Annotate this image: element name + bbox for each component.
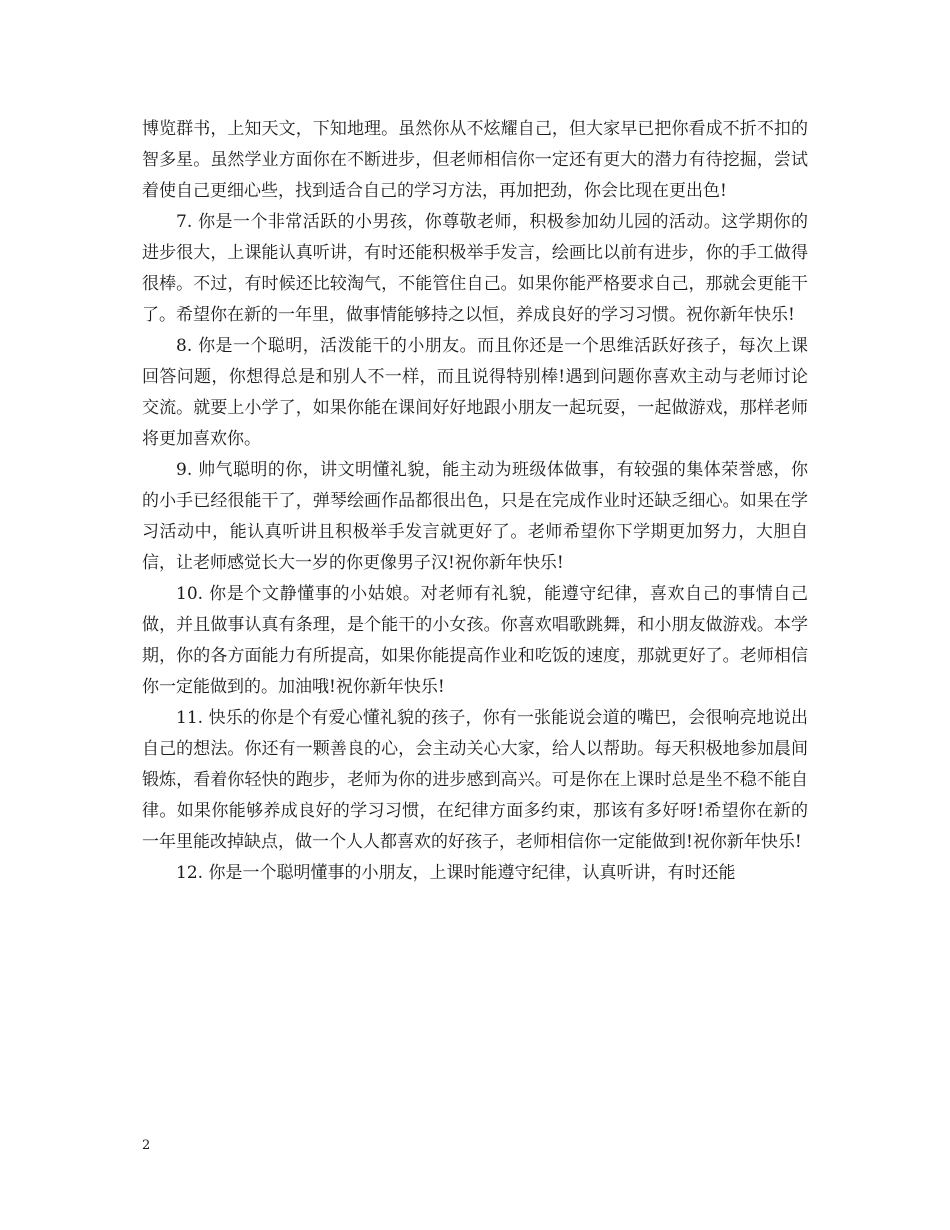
paragraph-item-8: 8. 你是一个聪明，活泼能干的小朋友。而且你还是一个思维活跃好孩子，每次上课回答问题，你想得总是和别人不一样，而且说得特别棒!遇到问题你喜欢主动与老师讨论交流。就要上小学了，如果你能在课间好好地跟小朋友一起玩耍，一起做游戏，那样老师将更加喜欢你。 <box>142 336 808 449</box>
page-number: 2 <box>142 1138 151 1153</box>
paragraph-item-10: 10. 你是个文静懂事的小姑娘。对老师有礼貌，能遵守纪律，喜欢自己的事情自己做，并且做事认真有条理，是个能干的小女孩。你喜欢唱歌跳舞，和小朋友做游戏。本学期，你的各方面能力有所提高，如果你能提高作业和吃饭的速度，那就更好了。老师相信你一定能做到的。加油哦!祝你新年快乐! <box>142 584 808 697</box>
paragraph-item-9: 9. 帅气聪明的你，讲文明懂礼貌，能主动为班级体做事，有较强的集体荣誉感，你的小手已经很能干了，弹琴绘画作品都很出色，只是在完成作业时还缺乏细心。如果在学习活动中，能认真听讲且积极举手发言就更好了。老师希望你下学期更加努力，大胆自信，让老师感觉长大一岁的你更像男子汉!祝你新年快乐! <box>142 460 808 573</box>
document-body <box>142 114 808 889</box>
paragraph-item-7: 7. 你是一个非常活跃的小男孩，你尊敬老师，积极参加幼儿园的活动。这学期你的进步很大，上课能认真听讲，有时还能积极举手发言，绘画比以前有进步，你的手工做得很棒。不过，有时候还比较淘气，不能管住自己。如果你能严格要求自己，那就会更能干了。希望你在新的一年里，做事情能够持之以恒，养成良好的学习习惯。祝你新年快乐! <box>142 212 808 325</box>
paragraph-item-12: 12. 你是一个聪明懂事的小朋友，上课时能遵守纪律，认真听讲，有时还能 <box>176 863 736 883</box>
paragraph-continuation: 博览群书，上知天文，下知地理。虽然你从不炫耀自己，但大家早已把你看成不折不扣的智多星。虽然学业方面你在不断进步，但老师相信你一定还有更大的潜力有待挖掘，尝试着使自己更细心些，找到适合自己的学习方法，再加把劲，你会比现在更出色! <box>142 119 808 201</box>
paragraph-item-11: 11. 快乐的你是个有爱心懂礼貌的孩子，你有一张能说会道的嘴巴，会很响亮地说出自己的想法。你还有一颗善良的心，会主动关心大家，给人以帮助。每天积极地参加晨间锻炼，看着你轻快的跑步，老师为你的进步感到高兴。可是你在上课时总是坐不稳不能自律。如果你能够养成良好的学习习惯，在纪律方面多约束，那该有多好呀!希望你在新的一年里能改掉缺点，做一个人人都喜欢的好孩子，老师相信你一定能做到!祝你新年快乐! <box>142 708 808 852</box>
